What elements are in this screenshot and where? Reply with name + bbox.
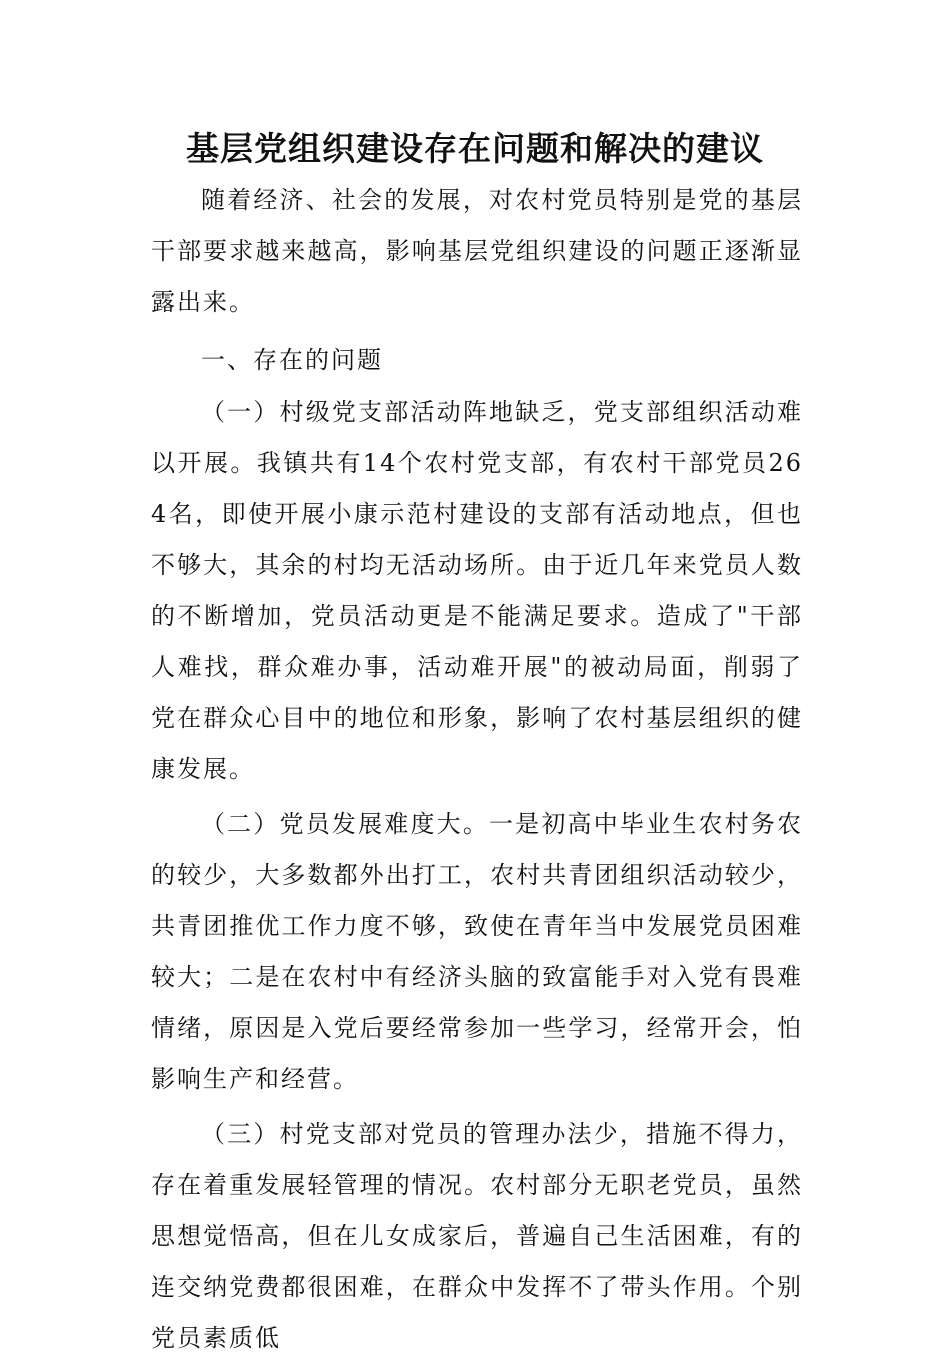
issue-paragraph-3: （三）村党支部对党员的管理办法少，措施不得力，存在着重发展轻管理的情况。农村部分无职老党员，虽然思想觉悟高，但在儿女成家后，普遍自己生活困难，有的连交纳党费都很困难，在群众中发挥不了带头作用。个别党员素质低 (151, 1120, 803, 1352)
document-title: 基层党组织建设存在问题和解决的建议 (186, 129, 764, 168)
section-heading: 一、存在的问题 (201, 346, 383, 374)
document-body (151, 175, 803, 1364)
issue-paragraph-2: （二）党员发展难度大。一是初高中毕业生农村务农的较少，大多数都外出打工，农村共青团组织活动较少，共青团推优工作力度不够，致使在青年当中发展党员困难较大；二是在农村中有经济头脑的致富能手对入党有畏难情绪，原因是入党后要经常参加一些学习，经常开会，怕影响生产和经营。 (151, 810, 803, 1093)
intro-paragraph: 随着经济、社会的发展，对农村党员特别是党的基层干部要求越来越高，影响基层党组织建设的问题正逐渐显露出来。 (151, 186, 803, 316)
issue-paragraph-1: （一）村级党支部活动阵地缺乏，党支部组织活动难以开展。我镇共有14个农村党支部，有农村干部党员264名，即使开展小康示范村建设的支部有活动地点，但也不够大，其余的村均无活动场所。由于近几年来党员人数的不断增加，党员活动更是不能满足要求。造成了"干部人难找，群众难办事，活动难开展"的被动局面，削弱了党在群众心目中的地位和形象，影响了农村基层组织的健康发展。 (151, 398, 803, 783)
